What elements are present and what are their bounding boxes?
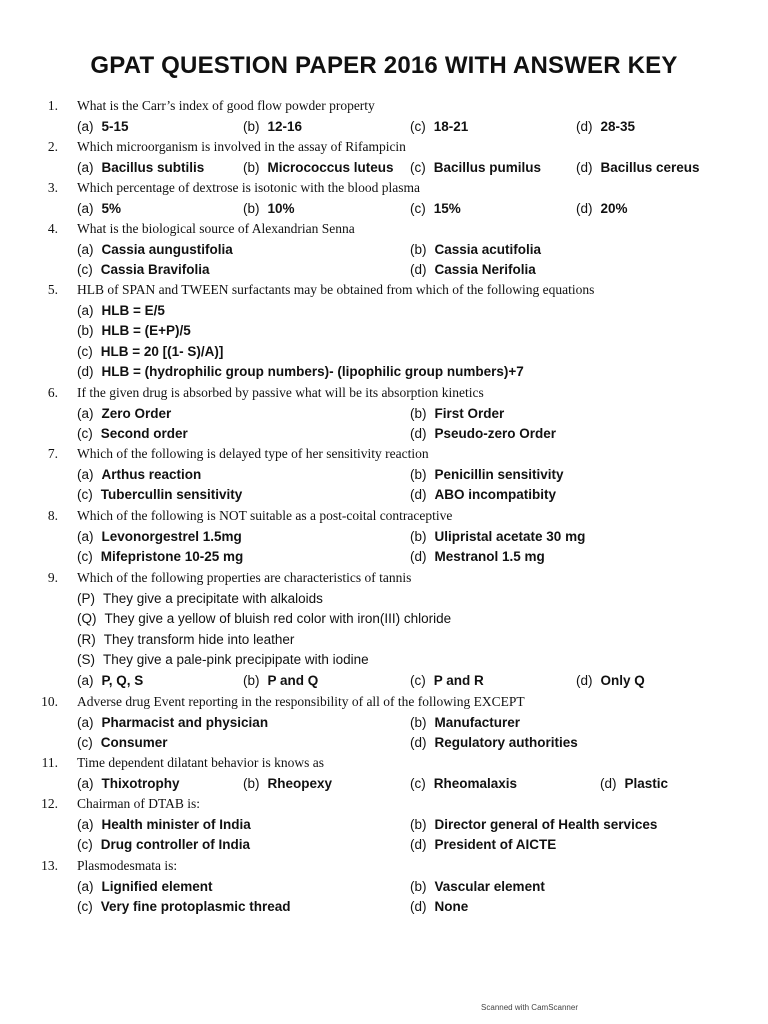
question-text: Adverse drug Event reporting in the responsibility of all of the following EXCEPT: [77, 694, 525, 709]
question-stem: [0, 858, 768, 878]
answer-option: [77, 529, 242, 544]
question-number: 2.: [47, 139, 58, 154]
option-text: Vascular element: [434, 878, 545, 894]
answer-option: [77, 119, 129, 134]
option-text: Rheopexy: [267, 775, 333, 791]
statement: [77, 652, 369, 667]
question-number: 4.: [47, 221, 58, 236]
answer-option: [77, 467, 201, 482]
option-text: 5%: [101, 200, 122, 216]
statement: [77, 591, 323, 606]
answer-option: [77, 242, 233, 257]
option-label: (b): [243, 159, 260, 175]
question-text: Which of the following is delayed type of her sensitivity reaction: [77, 446, 429, 461]
option-text: 12-16: [267, 118, 303, 134]
option-label: (b): [410, 816, 427, 832]
question-number: 9.: [47, 570, 58, 585]
question-number: 12.: [41, 796, 58, 811]
option-label: (b): [243, 200, 260, 216]
answer-option: [410, 735, 578, 750]
option-label: (d): [410, 262, 427, 278]
answer-option: [410, 160, 541, 175]
option-label: (d): [576, 118, 593, 134]
answer-option: [410, 899, 468, 914]
answer-option: [410, 487, 556, 502]
answer-option: [410, 673, 484, 688]
option-text: Bacillus subtilis: [101, 159, 205, 175]
option-text: HLB = 20 [(1- S)/A)]: [100, 343, 224, 359]
answer-option: [410, 262, 536, 277]
option-text: Cassia acutifolia: [434, 241, 542, 257]
option-label: (c): [410, 159, 426, 175]
option-text: Arthus reaction: [101, 466, 202, 482]
answer-option: [243, 160, 394, 175]
answer-option: [576, 201, 628, 216]
question-stem: [0, 221, 768, 241]
answer-option: [77, 406, 171, 421]
option-text: They transform hide into leather: [103, 631, 295, 647]
answer-option: [410, 426, 556, 441]
option-label: (c): [77, 837, 93, 853]
option-label: (d): [600, 775, 617, 791]
answer-option: [77, 735, 168, 750]
option-label: (P): [77, 590, 95, 606]
option-text: P, Q, S: [101, 673, 144, 688]
option-label: (d): [410, 899, 427, 915]
question-text: Which percentage of dextrose is isotonic with the blood plasma: [77, 180, 421, 195]
option-text: Cassia Nerifolia: [434, 262, 536, 278]
option-text: Regulatory authorities: [434, 735, 578, 751]
option-text: Pharmacist and physician: [101, 714, 269, 730]
option-label: (d): [410, 735, 427, 751]
answer-option: [410, 776, 517, 791]
question-stem: [0, 796, 768, 816]
option-label: (a): [77, 466, 94, 482]
option-label: (d): [410, 426, 427, 442]
question-text: Which of the following properties are characteristics of tannis: [77, 570, 412, 585]
answer-option: [77, 487, 242, 502]
option-text: Consumer: [100, 735, 168, 751]
option-label: (c): [77, 549, 93, 565]
option-text: Thixotrophy: [101, 775, 180, 791]
option-label: (R): [77, 631, 96, 647]
option-label: (a): [77, 302, 94, 318]
option-label: (a): [77, 200, 94, 216]
answer-option: [410, 119, 468, 134]
option-label: (c): [77, 899, 93, 915]
answer-option: [77, 262, 210, 277]
question-stem: [0, 755, 768, 775]
option-text: ABO incompatibity: [434, 487, 557, 503]
statement: [77, 611, 451, 626]
option-label: (b): [410, 878, 427, 894]
option-text: They give a pale-pink precipipate with iodine: [103, 652, 369, 668]
question-text: Which of the following is NOT suitable as a post-coital contraceptive: [77, 508, 453, 523]
option-label: (d): [576, 159, 593, 175]
answer-option: [77, 344, 223, 359]
answer-option: [410, 715, 520, 730]
question-stem: [0, 385, 768, 405]
option-label: (Q): [77, 611, 97, 627]
answer-option: [77, 715, 268, 730]
option-text: 5-15: [101, 118, 129, 134]
answer-option: [243, 673, 318, 688]
option-text: HLB = E/5: [101, 302, 165, 318]
answer-option: [410, 201, 461, 216]
option-label: (a): [77, 878, 94, 894]
option-text: Lignified element: [101, 878, 213, 894]
option-text: Tubercullin sensitivity: [100, 487, 243, 503]
answer-option: [77, 549, 243, 564]
question-stem: [0, 98, 768, 118]
answer-option: [243, 776, 332, 791]
option-label: (c): [410, 673, 426, 688]
question-stem: [0, 446, 768, 466]
question-number: 1.: [47, 98, 58, 113]
answer-option: [576, 160, 700, 175]
option-label: (b): [410, 241, 427, 257]
question-number: 6.: [47, 385, 58, 400]
question-text: HLB of SPAN and TWEEN surfactants may be obtained from which of the following equations: [77, 282, 595, 297]
option-text: Very fine protoplasmic thread: [100, 899, 291, 915]
answer-option: [77, 426, 188, 441]
option-text: HLB = (E+P)/5: [101, 323, 191, 339]
option-text: 28-35: [600, 118, 636, 134]
option-text: P and Q: [267, 673, 319, 688]
answer-option: [410, 817, 657, 832]
option-label: (c): [77, 262, 93, 278]
option-text: Micrococcus luteus: [267, 159, 394, 175]
option-label: (a): [77, 714, 94, 730]
question-stem: [0, 180, 768, 200]
option-text: Ulipristal acetate 30 mg: [434, 528, 586, 544]
option-text: Cassia aungustifolia: [101, 241, 233, 257]
option-label: (c): [77, 426, 93, 442]
option-label: (d): [410, 549, 427, 565]
option-text: Cassia Bravifolia: [100, 262, 210, 278]
option-label: (S): [77, 652, 95, 668]
answer-option: [410, 529, 585, 544]
option-text: 10%: [267, 200, 295, 216]
option-label: (d): [410, 487, 427, 503]
option-text: Health minister of India: [101, 816, 251, 832]
option-text: Bacillus cereus: [600, 159, 700, 175]
option-text: Only Q: [600, 673, 645, 688]
option-text: Zero Order: [101, 405, 172, 421]
answer-option: [410, 879, 545, 894]
option-text: Plastic: [624, 775, 669, 791]
option-label: (a): [77, 241, 94, 257]
option-label: (c): [410, 200, 426, 216]
option-text: HLB = (hydrophilic group numbers)- (lipophilic group numbers)+7: [101, 364, 524, 380]
option-text: They give a yellow of bluish red color with iron(III) chloride: [104, 611, 452, 627]
question-number: 11.: [41, 755, 58, 770]
option-text: 20%: [600, 200, 628, 216]
option-label: (b): [410, 405, 427, 421]
option-label: (a): [77, 159, 94, 175]
option-text: Mifepristone 10-25 mg: [100, 549, 244, 565]
question-stem: [0, 139, 768, 159]
answer-option: [77, 364, 524, 379]
question-text: Which microorganism is involved in the assay of Rifampicin: [77, 139, 406, 154]
option-label: (a): [77, 118, 94, 134]
option-text: 18-21: [433, 118, 469, 134]
option-text: Drug controller of India: [100, 837, 251, 853]
answer-option: [77, 879, 213, 894]
answer-option: [576, 119, 635, 134]
option-text: P and R: [433, 673, 484, 688]
option-text: Rheomalaxis: [433, 775, 518, 791]
question-text: What is the Carr’s index of good flow powder property: [77, 98, 375, 113]
answer-option: [77, 201, 121, 216]
option-label: (b): [410, 528, 427, 544]
answer-option: [410, 467, 564, 482]
option-label: (a): [77, 673, 94, 688]
answer-option: [77, 837, 250, 852]
option-label: (d): [576, 200, 593, 216]
option-text: Second order: [100, 426, 188, 442]
option-label: (a): [77, 405, 94, 421]
option-text: Manufacturer: [434, 714, 521, 730]
question-stem: [0, 570, 768, 590]
question-number: 5.: [47, 282, 58, 297]
page-title: GPAT QUESTION PAPER 2016 WITH ANSWER KEY: [90, 52, 678, 79]
answer-option: [77, 323, 191, 338]
option-text: Bacillus pumilus: [433, 159, 542, 175]
answer-option: [600, 776, 668, 791]
answer-option: [77, 776, 180, 791]
option-label: (b): [410, 466, 427, 482]
option-text: 15%: [433, 200, 461, 216]
answer-option: [410, 406, 504, 421]
answer-option: [77, 673, 143, 688]
answer-option: [576, 673, 645, 688]
answer-option: [410, 242, 541, 257]
option-label: (c): [410, 775, 426, 791]
question-text: Time dependent dilatant behavior is knows as: [77, 755, 324, 770]
answer-option: [77, 303, 165, 318]
option-label: (d): [410, 837, 427, 853]
option-text: Mestranol 1.5 mg: [434, 549, 545, 565]
answer-option: [243, 119, 302, 134]
question-stem: [0, 694, 768, 714]
option-label: (b): [243, 673, 260, 688]
option-label: (d): [77, 364, 94, 380]
option-text: Penicillin sensitivity: [434, 466, 564, 482]
statement: [77, 632, 294, 647]
question-number: 10.: [41, 694, 58, 709]
question-text: What is the biological source of Alexandrian Senna: [77, 221, 355, 236]
option-label: (b): [77, 323, 94, 339]
question-text: Chairman of DTAB is:: [77, 796, 201, 811]
option-label: (a): [77, 816, 94, 832]
option-label: (a): [77, 528, 94, 544]
answer-option: [77, 160, 204, 175]
option-label: (a): [77, 775, 94, 791]
option-text: None: [434, 899, 469, 915]
option-label: (c): [77, 343, 93, 359]
option-text: President of AICTE: [434, 837, 557, 853]
option-text: Levonorgestrel 1.5mg: [101, 528, 242, 544]
answer-option: [243, 201, 295, 216]
option-text: They give a precipitate with alkaloids: [103, 590, 323, 606]
answer-option: [410, 837, 556, 852]
option-text: Pseudo-zero Order: [434, 426, 557, 442]
question-stem: [0, 282, 768, 302]
option-label: (c): [410, 118, 426, 134]
question-number: 3.: [47, 180, 58, 195]
option-label: (d): [576, 673, 593, 688]
option-label: (c): [77, 487, 93, 503]
option-text: First Order: [434, 405, 505, 421]
option-label: (b): [410, 714, 427, 730]
answer-option: [77, 899, 291, 914]
question-stem: [0, 508, 768, 528]
question-text: Plasmodesmata is:: [77, 858, 178, 873]
question-number: 7.: [47, 446, 58, 461]
question-text: If the given drug is absorbed by passive what will be its absorption kinetics: [77, 385, 484, 400]
option-text: Director general of Health services: [434, 816, 658, 832]
scanner-watermark: Scanned with CamScanner: [481, 1003, 578, 1012]
question-number: 8.: [47, 508, 58, 523]
option-label: (c): [77, 735, 93, 751]
answer-option: [410, 549, 545, 564]
question-number: 13.: [41, 858, 58, 873]
answer-option: [77, 817, 251, 832]
option-label: (b): [243, 775, 260, 791]
option-label: (b): [243, 118, 260, 134]
